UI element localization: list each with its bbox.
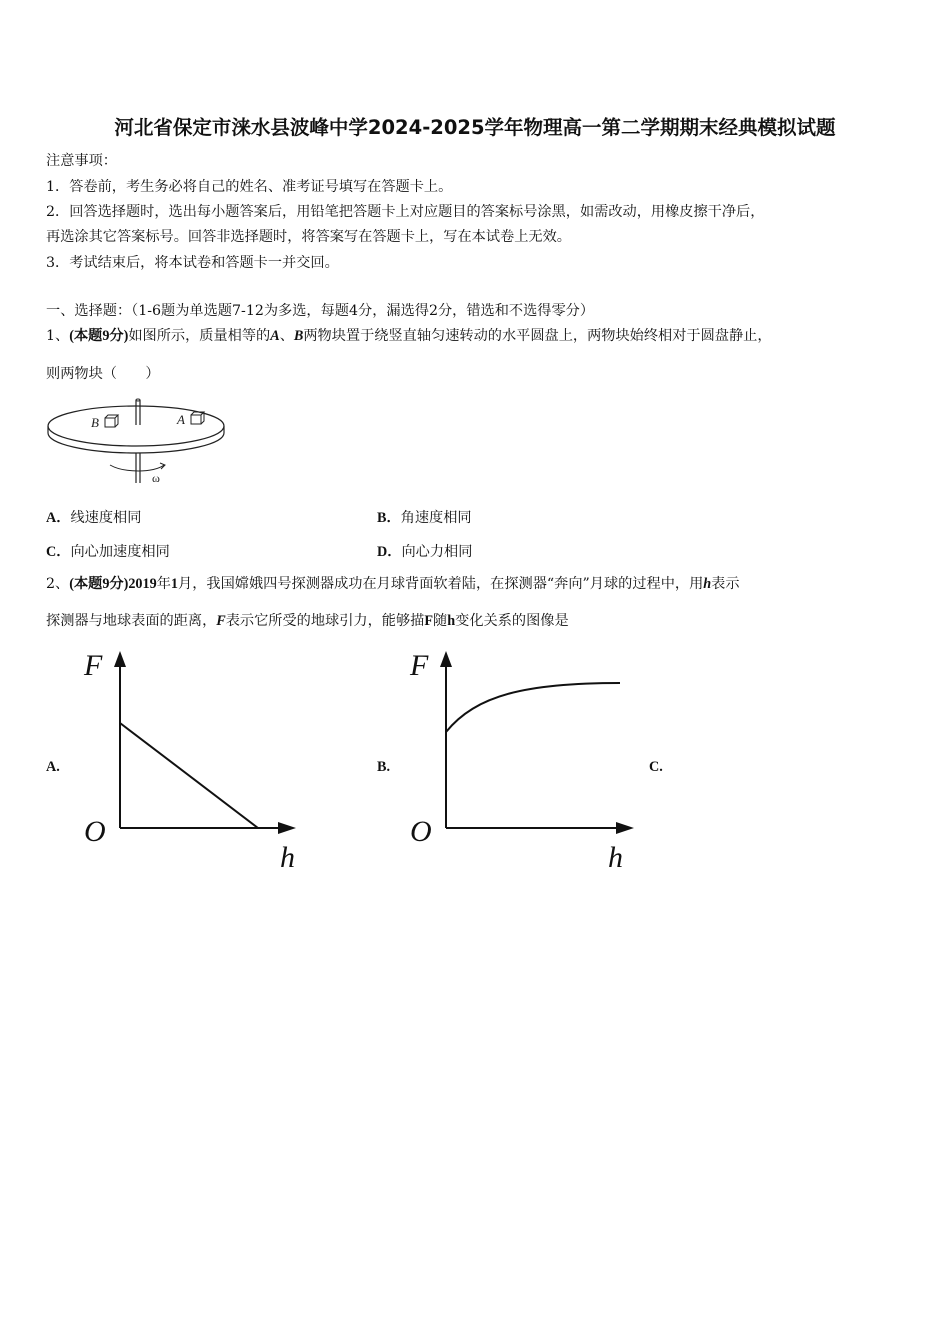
question-1-stem: 1、(本题9分)如图所示，质量相等的A、B两物块置于绕竖直轴匀速转动的水平圆盘上，两物块始终相对于圆盘静止， [46, 328, 772, 344]
question-1-stem-cont: 则两物块（ ） [46, 366, 160, 382]
notice-item-2: 2．回答选择题时，选出每小题答案后，用铅笔把答题卡上对应题目的答案标号涂黑，如需改动，用橡皮擦干净后， [46, 204, 765, 220]
graph-b-curve [446, 683, 620, 732]
graph-a-origin: O [84, 815, 106, 848]
option-b[interactable]: B．角速度相同 [377, 510, 472, 526]
question-2-stem-cont: 探测器与地球表面的距离，F表示它所受的地球引力，能够描F随h变化关系的图像是 [46, 613, 569, 629]
notice-item-3: 3．考试结束后，将本试卷和答题卡一并交回。 [46, 255, 339, 271]
graph-a-y-label: F [84, 649, 103, 682]
graph-b [406, 645, 646, 875]
option-a[interactable]: A．线速度相同 [46, 510, 142, 526]
notice-item-1: 1．答卷前，考生务必将自己的姓名、准考证号填写在答题卡上。 [46, 179, 453, 195]
notice-item-2-cont: 再选涂其它答案标号。回答非选择题时，将答案写在答题卡上，写在本试卷上无效。 [46, 229, 571, 245]
graph-a-line [120, 723, 258, 828]
notice-heading: 注意事项： [46, 153, 117, 169]
graph-b-y-label: F [410, 649, 429, 682]
option-d[interactable]: D．向心力相同 [377, 544, 473, 560]
omega-label: ω [152, 471, 160, 485]
question-score: (本题9分) [69, 576, 129, 592]
section-heading: 一、选择题：（1-6题为单选题7-12为多选，每题4分，漏选得2分，错选和不选得零分） [46, 303, 595, 319]
graph-c-option[interactable]: C. [649, 759, 663, 775]
graph-b-option[interactable]: B. [377, 759, 391, 775]
question-score: (本题9分) [69, 328, 129, 344]
graph-b-origin: O [410, 815, 432, 848]
graph-a-x-label: h [280, 841, 295, 874]
question-2-stem: 2、(本题9分)2019年1月，我国嫦娥四号探测器成功在月球背面软着陆，在探测器“奔向”月球的过程中，用h表示 [46, 576, 740, 592]
block-b-label: B [91, 415, 99, 430]
graph-a [80, 645, 320, 875]
option-c[interactable]: C．向心加速度相同 [46, 544, 170, 560]
page-title: 河北省保定市涞水县波峰中学2024-2025学年物理高一第二学期期末经典模拟试题 [114, 116, 836, 139]
question-number: 1、 [46, 328, 70, 344]
graph-a-option[interactable]: A. [46, 759, 60, 775]
rotating-disk-figure [44, 393, 234, 488]
question-number: 2、 [46, 576, 70, 592]
block-a-label: A [177, 412, 185, 427]
graph-b-x-label: h [608, 841, 623, 874]
